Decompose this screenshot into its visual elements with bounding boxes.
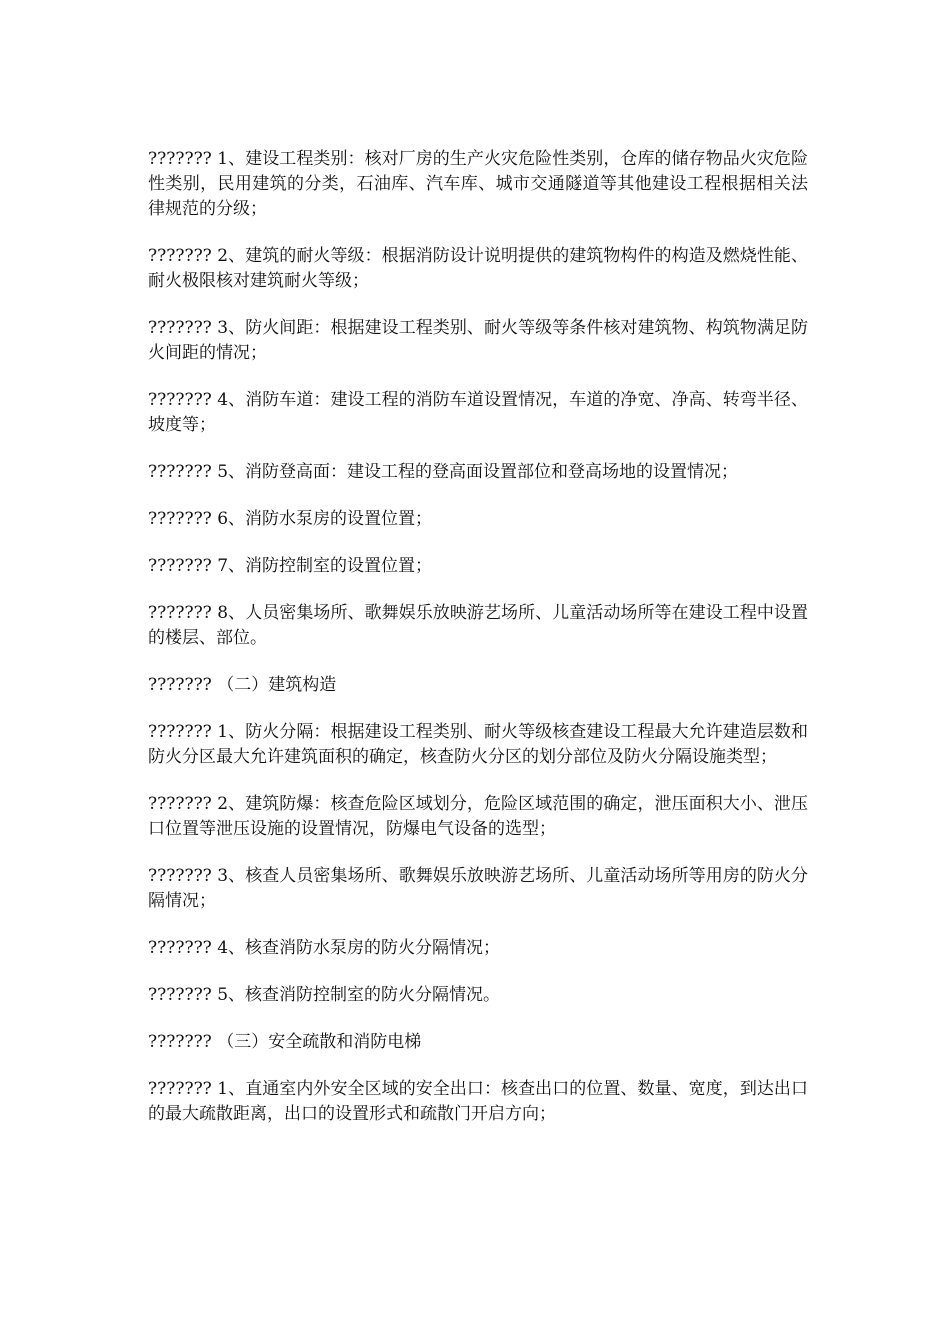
paragraph-fire-resistance-rating: ??????? 2、建筑的耐火等级：根据消防设计说明提供的建筑物构件的构造及燃烧性能、耐火极限核对建筑耐火等级； (148, 246, 808, 291)
paragraph-fire-compartment: ??????? 1、防火分隔：根据建设工程类别、耐火等级核查建设工程最大允许建造层数和防火分区最大允许建筑面积的确定，核查防火分区的划分部位及防火分隔设施类型； (148, 722, 808, 767)
paragraph-crowded-venues-separation: ??????? 3、核查人员密集场所、歌舞娱乐放映游艺场所、儿童活动场所等用房的防火分隔情况； (148, 866, 808, 911)
paragraph-building-category: ??????? 1、建设工程类别：核对厂房的生产火灾危险性类别，仓库的储存物品火灾危险性类别，民用建筑的分类，石油库、汽车库、城市交通隧道等其他建设工程根据相关法律规范的分级； (148, 149, 808, 219)
paragraph-fire-lane: ??????? 4、消防车道：建设工程的消防车道设置情况，车道的净宽、净高、转弯半径、坡度等； (148, 390, 808, 435)
paragraph-explosion-protection: ??????? 2、建筑防爆：核查危险区域划分，危险区域范围的确定，泄压面积大小、泄压口位置等泄压设施的设置情况，防爆电气设备的选型； (148, 794, 808, 839)
paragraph-control-room-location: ??????? 7、消防控制室的设置位置； (148, 556, 433, 576)
paragraph-crowded-venues-location: ??????? 8、人员密集场所、歌舞娱乐放映游艺场所、儿童活动场所等在建设工程中设置的楼层、部位。 (148, 603, 808, 648)
section-heading-building-construction: ??????? （二）建筑构造 (148, 675, 337, 695)
document-body (148, 147, 808, 1149)
paragraph-safety-exits: ??????? 1、直通室内外安全区域的安全出口：核查出口的位置、数量、宽度，到达出口的最大疏散距离，出口的设置形式和疏散门开启方向； (148, 1079, 808, 1124)
paragraph-control-room-separation: ??????? 5、核查消防控制室的防火分隔情况。 (148, 985, 501, 1005)
paragraph-pump-room-separation: ??????? 4、核查消防水泵房的防火分隔情况； (148, 938, 501, 958)
paragraph-fire-separation-distance: ??????? 3、防火间距：根据建设工程类别、耐火等级等条件核对建筑物、构筑物满足防火间距的情况； (148, 318, 808, 363)
section-heading-evacuation-elevator: ??????? （三）安全疏散和消防电梯 (148, 1032, 422, 1052)
paragraph-pump-room-location: ??????? 6、消防水泵房的设置位置； (148, 509, 433, 529)
paragraph-rescue-surface: ??????? 5、消防登高面：建设工程的登高面设置部位和登高场地的设置情况； (148, 462, 739, 482)
